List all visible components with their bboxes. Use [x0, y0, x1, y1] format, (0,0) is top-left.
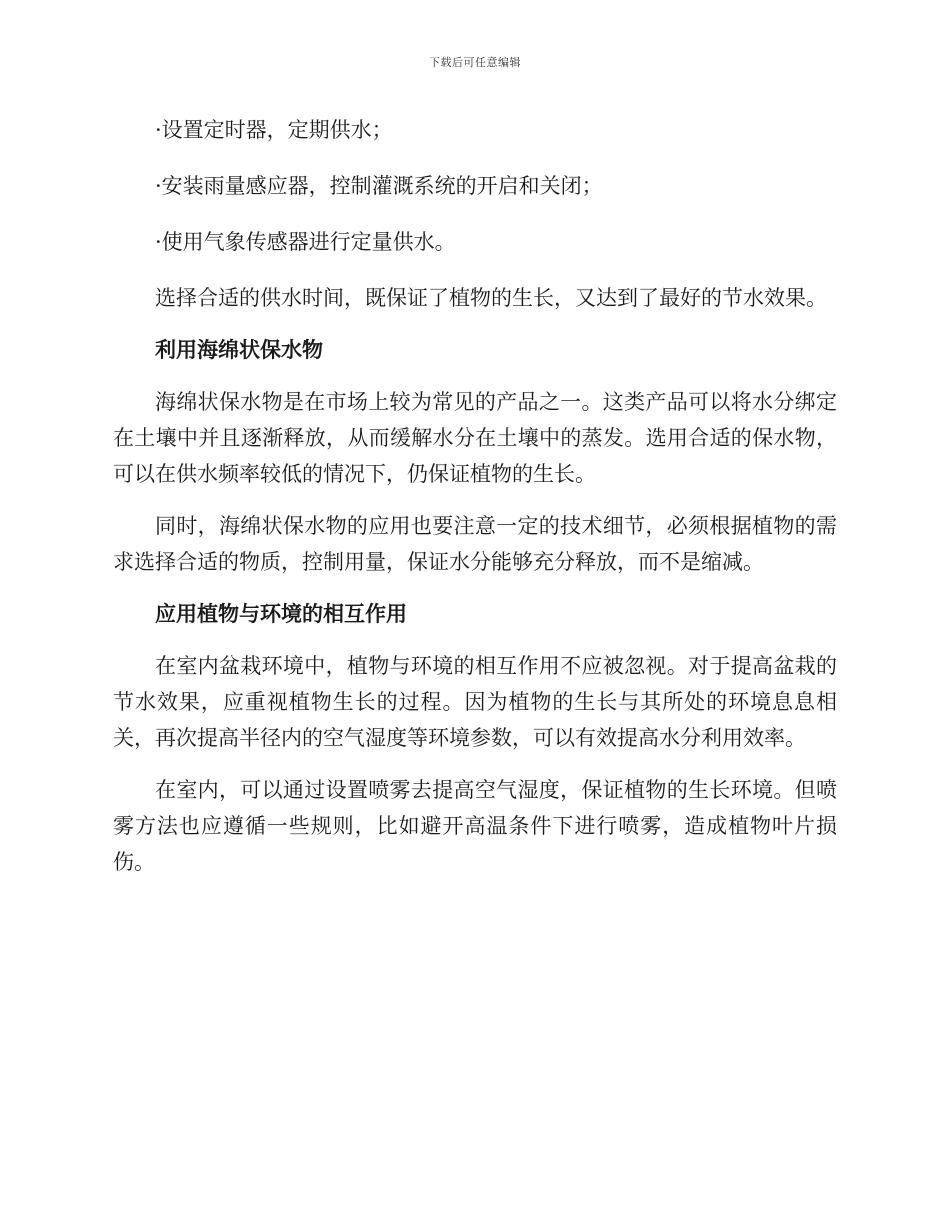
- paragraph: 在室内盆栽环境中，植物与环境的相互作用不应被忽视。对于提高盆栽的节水效果，应重视植物生长的过程。因为植物的生长与其所处的环境息息相关，再次提高半径内的空气湿度等环境参数，可以有效提高水分利用效率。: [113, 654, 837, 750]
- paragraph: 同时，海绵状保水物的应用也要注意一定的技术细节，必须根据植物的需求选择合适的物质，控制用量，保证水分能够充分释放，而不是缩减。: [113, 514, 837, 574]
- paragraph: 在室内，可以通过设置喷雾去提高空气湿度，保证植物的生长环境。但喷雾方法也应遵循一些规则，比如避开高温条件下进行喷雾，造成植物叶片损伤。: [113, 778, 837, 874]
- bullet-item: ·安装雨量感应器，控制灌溉系统的开启和关闭；: [155, 174, 603, 198]
- page-header: 下载后可任意编辑: [429, 56, 521, 69]
- paragraph: 海绵状保水物是在市场上较为常见的产品之一。这类产品可以将水分绑定在土壤中并且逐渐释放，从而缓解水分在土壤中的蒸发。选用合适的保水物，可以在供水频率较低的情况下，仍保证植物的生长。: [113, 390, 837, 486]
- document-body: [113, 112, 837, 896]
- paragraph: 选择合适的供水时间，既保证了植物的生长，又达到了最好的节水效果。: [155, 286, 827, 310]
- bullet-item: ·使用气象传感器进行定量供水。: [155, 230, 456, 254]
- section-heading: 应用植物与环境的相互作用: [155, 602, 407, 626]
- bullet-item: ·设置定时器，定期供水；: [155, 118, 393, 142]
- section-heading: 利用海绵状保水物: [155, 338, 323, 362]
